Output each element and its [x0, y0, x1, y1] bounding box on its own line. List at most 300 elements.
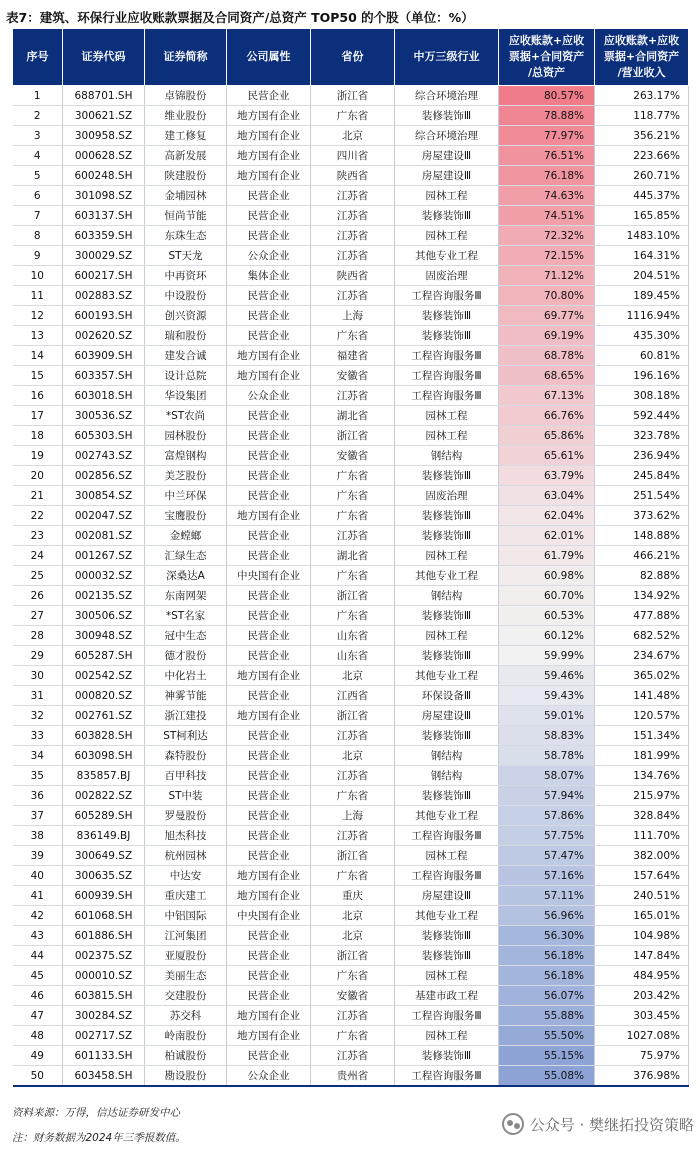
security-code-cell: 601133.SH: [63, 1046, 145, 1066]
security-name-cell: 重庆建工: [145, 886, 227, 906]
company-type-cell: 民营企业: [227, 206, 311, 226]
province-cell: 江苏省: [311, 226, 395, 246]
company-type-cell: 公众企业: [227, 1066, 311, 1087]
table-row: [13, 586, 689, 606]
table-row: [13, 986, 689, 1006]
row-number-cell: 14: [13, 346, 63, 366]
province-cell: 安徽省: [311, 366, 395, 386]
column-header: 证券简称: [145, 29, 227, 86]
industry-cell: 房屋建设Ⅲ: [395, 886, 499, 906]
company-type-cell: 公众企业: [227, 246, 311, 266]
security-name-cell: 陕建股份: [145, 166, 227, 186]
ratio-revenue-cell: 148.88%: [595, 526, 689, 546]
security-code-cell: 603359.SH: [63, 226, 145, 246]
security-code-cell: 688701.SH: [63, 86, 145, 106]
table-row: [13, 466, 689, 486]
ratio-total-assets-cell: 62.04%: [499, 506, 595, 526]
row-number-cell: 28: [13, 626, 63, 646]
security-code-cell: 603909.SH: [63, 346, 145, 366]
table-row: [13, 346, 689, 366]
ratio-revenue-cell: 303.45%: [595, 1006, 689, 1026]
province-cell: 陕西省: [311, 166, 395, 186]
province-cell: 广东省: [311, 486, 395, 506]
ratio-revenue-cell: 1116.94%: [595, 306, 689, 326]
company-type-cell: 民营企业: [227, 626, 311, 646]
ratio-revenue-cell: 260.71%: [595, 166, 689, 186]
table-row: [13, 626, 689, 646]
company-type-cell: 民营企业: [227, 186, 311, 206]
table-row: [13, 486, 689, 506]
ratio-revenue-cell: 181.99%: [595, 746, 689, 766]
row-number-cell: 8: [13, 226, 63, 246]
ratio-total-assets-cell: 71.12%: [499, 266, 595, 286]
row-number-cell: 36: [13, 786, 63, 806]
ratio-total-assets-cell: 74.63%: [499, 186, 595, 206]
industry-cell: 装修装饰Ⅲ: [395, 1046, 499, 1066]
row-number-cell: 13: [13, 326, 63, 346]
ratio-total-assets-cell: 55.15%: [499, 1046, 595, 1066]
industry-cell: 房屋建设Ⅲ: [395, 166, 499, 186]
row-number-cell: 30: [13, 666, 63, 686]
table-row: [13, 406, 689, 426]
ratio-revenue-cell: 251.54%: [595, 486, 689, 506]
security-code-cell: 603458.SH: [63, 1066, 145, 1087]
company-type-cell: 中央国有企业: [227, 906, 311, 926]
row-number-cell: 45: [13, 966, 63, 986]
company-type-cell: 民营企业: [227, 966, 311, 986]
security-name-cell: 宝鹰股份: [145, 506, 227, 526]
table-row: [13, 926, 689, 946]
ratio-total-assets-cell: 59.43%: [499, 686, 595, 706]
ratio-revenue-cell: 1483.10%: [595, 226, 689, 246]
province-cell: 陕西省: [311, 266, 395, 286]
company-type-cell: 地方国有企业: [227, 886, 311, 906]
ratio-revenue-cell: 682.52%: [595, 626, 689, 646]
province-cell: 浙江省: [311, 426, 395, 446]
ratio-revenue-cell: 376.98%: [595, 1066, 689, 1087]
industry-cell: 工程咨询服务Ⅲ: [395, 1006, 499, 1026]
ratio-revenue-cell: 164.31%: [595, 246, 689, 266]
security-code-cell: 835857.BJ: [63, 766, 145, 786]
security-code-cell: 300284.SZ: [63, 1006, 145, 1026]
security-name-cell: *ST名家: [145, 606, 227, 626]
security-name-cell: 浙江建投: [145, 706, 227, 726]
security-name-cell: 神雾节能: [145, 686, 227, 706]
ratio-total-assets-cell: 60.98%: [499, 566, 595, 586]
ratio-total-assets-cell: 63.04%: [499, 486, 595, 506]
security-code-cell: 601886.SH: [63, 926, 145, 946]
security-name-cell: 中铝国际: [145, 906, 227, 926]
security-code-cell: 605303.SH: [63, 426, 145, 446]
table-row: [13, 826, 689, 846]
ratio-total-assets-cell: 76.18%: [499, 166, 595, 186]
ratio-revenue-cell: 203.42%: [595, 986, 689, 1006]
ratio-total-assets-cell: 76.51%: [499, 146, 595, 166]
province-cell: 江苏省: [311, 766, 395, 786]
company-type-cell: 民营企业: [227, 846, 311, 866]
security-code-cell: 300948.SZ: [63, 626, 145, 646]
security-name-cell: 中再资环: [145, 266, 227, 286]
wechat-icon: [502, 1113, 524, 1135]
row-number-cell: 32: [13, 706, 63, 726]
company-type-cell: 民营企业: [227, 406, 311, 426]
table-row: [13, 386, 689, 406]
company-type-cell: 地方国有企业: [227, 166, 311, 186]
province-cell: 广东省: [311, 866, 395, 886]
ratio-total-assets-cell: 68.65%: [499, 366, 595, 386]
row-number-cell: 29: [13, 646, 63, 666]
row-number-cell: 18: [13, 426, 63, 446]
province-cell: 山东省: [311, 646, 395, 666]
data-table-wrapper: [12, 28, 688, 1087]
industry-cell: 园林工程: [395, 966, 499, 986]
table-row: [13, 86, 689, 106]
ratio-revenue-cell: 373.62%: [595, 506, 689, 526]
security-code-cell: 002135.SZ: [63, 586, 145, 606]
security-code-cell: 603828.SH: [63, 726, 145, 746]
security-name-cell: 罗曼股份: [145, 806, 227, 826]
security-name-cell: ST中装: [145, 786, 227, 806]
column-header: 应收账款+应收 票据+合同资产 /营业收入: [595, 29, 689, 86]
province-cell: 江苏省: [311, 1006, 395, 1026]
table-row: [13, 326, 689, 346]
province-cell: 福建省: [311, 346, 395, 366]
table-row: [13, 366, 689, 386]
province-cell: 广东省: [311, 326, 395, 346]
province-cell: 贵州省: [311, 1066, 395, 1087]
ratio-revenue-cell: 204.51%: [595, 266, 689, 286]
table-row: [13, 886, 689, 906]
row-number-cell: 48: [13, 1026, 63, 1046]
industry-cell: 房屋建设Ⅲ: [395, 706, 499, 726]
table-row: [13, 1006, 689, 1026]
security-code-cell: 300536.SZ: [63, 406, 145, 426]
security-code-cell: 002856.SZ: [63, 466, 145, 486]
security-name-cell: 东珠生态: [145, 226, 227, 246]
company-type-cell: 民营企业: [227, 766, 311, 786]
security-name-cell: 瑞和股份: [145, 326, 227, 346]
ratio-total-assets-cell: 65.61%: [499, 446, 595, 466]
company-type-cell: 民营企业: [227, 306, 311, 326]
ratio-total-assets-cell: 62.01%: [499, 526, 595, 546]
ratio-total-assets-cell: 72.32%: [499, 226, 595, 246]
row-number-cell: 15: [13, 366, 63, 386]
row-number-cell: 3: [13, 126, 63, 146]
security-code-cell: 603018.SH: [63, 386, 145, 406]
company-type-cell: 民营企业: [227, 466, 311, 486]
security-code-cell: 002542.SZ: [63, 666, 145, 686]
province-cell: 北京: [311, 746, 395, 766]
industry-cell: 园林工程: [395, 406, 499, 426]
industry-cell: 装修装饰Ⅲ: [395, 526, 499, 546]
ratio-total-assets-cell: 60.70%: [499, 586, 595, 606]
industry-cell: 其他专业工程: [395, 566, 499, 586]
ratio-total-assets-cell: 58.83%: [499, 726, 595, 746]
ratio-total-assets-cell: 55.88%: [499, 1006, 595, 1026]
company-type-cell: 民营企业: [227, 746, 311, 766]
ratio-revenue-cell: 1027.08%: [595, 1026, 689, 1046]
company-type-cell: 民营企业: [227, 926, 311, 946]
table-row: [13, 206, 689, 226]
row-number-cell: 6: [13, 186, 63, 206]
province-cell: 广东省: [311, 566, 395, 586]
table-row: [13, 846, 689, 866]
ratio-revenue-cell: 435.30%: [595, 326, 689, 346]
security-name-cell: 富煌钢构: [145, 446, 227, 466]
security-code-cell: 603137.SH: [63, 206, 145, 226]
security-code-cell: 301098.SZ: [63, 186, 145, 206]
ratio-total-assets-cell: 66.76%: [499, 406, 595, 426]
industry-cell: 固废治理: [395, 266, 499, 286]
security-code-cell: 300621.SZ: [63, 106, 145, 126]
security-code-cell: 000628.SZ: [63, 146, 145, 166]
province-cell: 江苏省: [311, 1046, 395, 1066]
province-cell: 浙江省: [311, 846, 395, 866]
ratio-total-assets-cell: 55.50%: [499, 1026, 595, 1046]
province-cell: 广东省: [311, 966, 395, 986]
ratio-revenue-cell: 484.95%: [595, 966, 689, 986]
row-number-cell: 37: [13, 806, 63, 826]
ratio-revenue-cell: 308.18%: [595, 386, 689, 406]
company-type-cell: 民营企业: [227, 726, 311, 746]
security-code-cell: 836149.BJ: [63, 826, 145, 846]
security-code-cell: 300649.SZ: [63, 846, 145, 866]
company-type-cell: 地方国有企业: [227, 1026, 311, 1046]
company-type-cell: 地方国有企业: [227, 146, 311, 166]
ratio-total-assets-cell: 80.57%: [499, 86, 595, 106]
data-note: 注：财务数据为2024年三季报数值。: [12, 1132, 186, 1144]
industry-cell: 装修装饰Ⅲ: [395, 786, 499, 806]
source-note: 资料来源：万得，信达证券研发中心: [12, 1107, 180, 1119]
ratio-revenue-cell: 236.94%: [595, 446, 689, 466]
province-cell: 广东省: [311, 606, 395, 626]
province-cell: 四川省: [311, 146, 395, 166]
security-name-cell: 德才股份: [145, 646, 227, 666]
company-type-cell: 地方国有企业: [227, 106, 311, 126]
table-row: [13, 166, 689, 186]
ratio-revenue-cell: 382.00%: [595, 846, 689, 866]
industry-cell: 房屋建设Ⅲ: [395, 146, 499, 166]
industry-cell: 其他专业工程: [395, 666, 499, 686]
ratio-revenue-cell: 111.70%: [595, 826, 689, 846]
industry-cell: 装修装饰Ⅲ: [395, 206, 499, 226]
ratio-total-assets-cell: 65.86%: [499, 426, 595, 446]
security-name-cell: 交建股份: [145, 986, 227, 1006]
table-row: [13, 506, 689, 526]
company-type-cell: 地方国有企业: [227, 706, 311, 726]
ratio-total-assets-cell: 57.16%: [499, 866, 595, 886]
province-cell: 浙江省: [311, 86, 395, 106]
ratio-revenue-cell: 234.67%: [595, 646, 689, 666]
province-cell: 上海: [311, 306, 395, 326]
security-code-cell: 002822.SZ: [63, 786, 145, 806]
ratio-revenue-cell: 328.84%: [595, 806, 689, 826]
row-number-cell: 35: [13, 766, 63, 786]
security-name-cell: 金埔园林: [145, 186, 227, 206]
company-type-cell: 民营企业: [227, 646, 311, 666]
ratio-revenue-cell: 165.01%: [595, 906, 689, 926]
ratio-total-assets-cell: 63.79%: [499, 466, 595, 486]
ratio-revenue-cell: 445.37%: [595, 186, 689, 206]
ratio-revenue-cell: 365.02%: [595, 666, 689, 686]
security-code-cell: 603815.SH: [63, 986, 145, 1006]
row-number-cell: 19: [13, 446, 63, 466]
industry-cell: 工程咨询服务Ⅲ: [395, 346, 499, 366]
table-row: [13, 906, 689, 926]
company-type-cell: 公众企业: [227, 386, 311, 406]
ratio-total-assets-cell: 59.46%: [499, 666, 595, 686]
ratio-total-assets-cell: 59.01%: [499, 706, 595, 726]
company-type-cell: 地方国有企业: [227, 506, 311, 526]
ratio-revenue-cell: 477.88%: [595, 606, 689, 626]
security-code-cell: 002375.SZ: [63, 946, 145, 966]
company-type-cell: 民营企业: [227, 806, 311, 826]
security-name-cell: 恒尚节能: [145, 206, 227, 226]
ratio-total-assets-cell: 57.86%: [499, 806, 595, 826]
province-cell: 江苏省: [311, 386, 395, 406]
table-row: [13, 106, 689, 126]
row-number-cell: 23: [13, 526, 63, 546]
security-code-cell: 002743.SZ: [63, 446, 145, 466]
province-cell: 江苏省: [311, 286, 395, 306]
ratio-revenue-cell: 120.57%: [595, 706, 689, 726]
security-code-cell: 001267.SZ: [63, 546, 145, 566]
security-name-cell: 美丽生态: [145, 966, 227, 986]
province-cell: 北京: [311, 126, 395, 146]
table-row: [13, 946, 689, 966]
row-number-cell: 42: [13, 906, 63, 926]
province-cell: 北京: [311, 666, 395, 686]
industry-cell: 装修装饰Ⅲ: [395, 466, 499, 486]
security-name-cell: 森特股份: [145, 746, 227, 766]
security-code-cell: 601068.SH: [63, 906, 145, 926]
column-header: 公司属性: [227, 29, 311, 86]
security-code-cell: 603098.SH: [63, 746, 145, 766]
ratio-revenue-cell: 466.21%: [595, 546, 689, 566]
table-row: [13, 746, 689, 766]
industry-cell: 固废治理: [395, 486, 499, 506]
security-name-cell: *ST农尚: [145, 406, 227, 426]
company-type-cell: 民营企业: [227, 426, 311, 446]
security-name-cell: ST柯利达: [145, 726, 227, 746]
column-header: 应收账款+应收 票据+合同资产 /总资产: [499, 29, 595, 86]
row-number-cell: 17: [13, 406, 63, 426]
table-row: [13, 666, 689, 686]
row-number-cell: 20: [13, 466, 63, 486]
ratio-total-assets-cell: 70.80%: [499, 286, 595, 306]
industry-cell: 园林工程: [395, 846, 499, 866]
province-cell: 江苏省: [311, 826, 395, 846]
table-row: [13, 1026, 689, 1046]
industry-cell: 综合环境治理: [395, 86, 499, 106]
security-name-cell: ST天龙: [145, 246, 227, 266]
province-cell: 江苏省: [311, 186, 395, 206]
industry-cell: 其他专业工程: [395, 906, 499, 926]
row-number-cell: 47: [13, 1006, 63, 1026]
company-type-cell: 地方国有企业: [227, 866, 311, 886]
security-code-cell: 000010.SZ: [63, 966, 145, 986]
province-cell: 广东省: [311, 786, 395, 806]
industry-cell: 装修装饰Ⅲ: [395, 606, 499, 626]
security-code-cell: 600193.SH: [63, 306, 145, 326]
row-number-cell: 21: [13, 486, 63, 506]
company-type-cell: 民营企业: [227, 826, 311, 846]
industry-cell: 园林工程: [395, 546, 499, 566]
ratio-revenue-cell: 151.34%: [595, 726, 689, 746]
table-row: [13, 286, 689, 306]
industry-cell: 工程咨询服务Ⅲ: [395, 1066, 499, 1087]
table-row: [13, 246, 689, 266]
province-cell: 广东省: [311, 1026, 395, 1046]
province-cell: 浙江省: [311, 586, 395, 606]
row-number-cell: 4: [13, 146, 63, 166]
industry-cell: 钢结构: [395, 766, 499, 786]
province-cell: 江苏省: [311, 246, 395, 266]
industry-cell: 钢结构: [395, 586, 499, 606]
industry-cell: 综合环境治理: [395, 126, 499, 146]
industry-cell: 园林工程: [395, 226, 499, 246]
ratio-revenue-cell: 134.76%: [595, 766, 689, 786]
industry-cell: 钢结构: [395, 746, 499, 766]
ratio-total-assets-cell: 69.77%: [499, 306, 595, 326]
ratio-total-assets-cell: 78.88%: [499, 106, 595, 126]
security-code-cell: 300635.SZ: [63, 866, 145, 886]
industry-cell: 装修装饰Ⅲ: [395, 326, 499, 346]
ratio-total-assets-cell: 55.08%: [499, 1066, 595, 1087]
table-row: [13, 786, 689, 806]
security-code-cell: 000820.SZ: [63, 686, 145, 706]
province-cell: 安徽省: [311, 446, 395, 466]
company-type-cell: 民营企业: [227, 986, 311, 1006]
row-number-cell: 12: [13, 306, 63, 326]
security-name-cell: 柏诚股份: [145, 1046, 227, 1066]
table-row: [13, 566, 689, 586]
company-type-cell: 民营企业: [227, 606, 311, 626]
column-header: 中万三级行业: [395, 29, 499, 86]
table-row: [13, 686, 689, 706]
province-cell: 广东省: [311, 106, 395, 126]
table-row: [13, 186, 689, 206]
industry-cell: 工程咨询服务Ⅲ: [395, 826, 499, 846]
ratio-total-assets-cell: 77.97%: [499, 126, 595, 146]
company-type-cell: 民营企业: [227, 286, 311, 306]
security-name-cell: 维业股份: [145, 106, 227, 126]
ratio-revenue-cell: 263.17%: [595, 86, 689, 106]
table-row: [13, 226, 689, 246]
ratio-total-assets-cell: 60.53%: [499, 606, 595, 626]
table-title: 表7：建筑、环保行业应收账款票据及合同资产/总资产 TOP50 的个股（单位：%）: [6, 10, 474, 25]
ratio-revenue-cell: 165.85%: [595, 206, 689, 226]
ratio-total-assets-cell: 58.78%: [499, 746, 595, 766]
province-cell: 北京: [311, 906, 395, 926]
row-number-cell: 50: [13, 1066, 63, 1087]
province-cell: 湖北省: [311, 546, 395, 566]
industry-cell: 园林工程: [395, 1026, 499, 1046]
row-number-cell: 27: [13, 606, 63, 626]
security-code-cell: 000032.SZ: [63, 566, 145, 586]
industry-cell: 园林工程: [395, 186, 499, 206]
table-header-row: [13, 29, 689, 86]
industry-cell: 钢结构: [395, 446, 499, 466]
ratio-total-assets-cell: 57.94%: [499, 786, 595, 806]
industry-cell: 装修装饰Ⅲ: [395, 926, 499, 946]
security-name-cell: 高新发展: [145, 146, 227, 166]
security-code-cell: 002761.SZ: [63, 706, 145, 726]
ratio-revenue-cell: 147.84%: [595, 946, 689, 966]
industry-cell: 装修装饰Ⅲ: [395, 306, 499, 326]
province-cell: 安徽省: [311, 986, 395, 1006]
security-name-cell: 东南网架: [145, 586, 227, 606]
